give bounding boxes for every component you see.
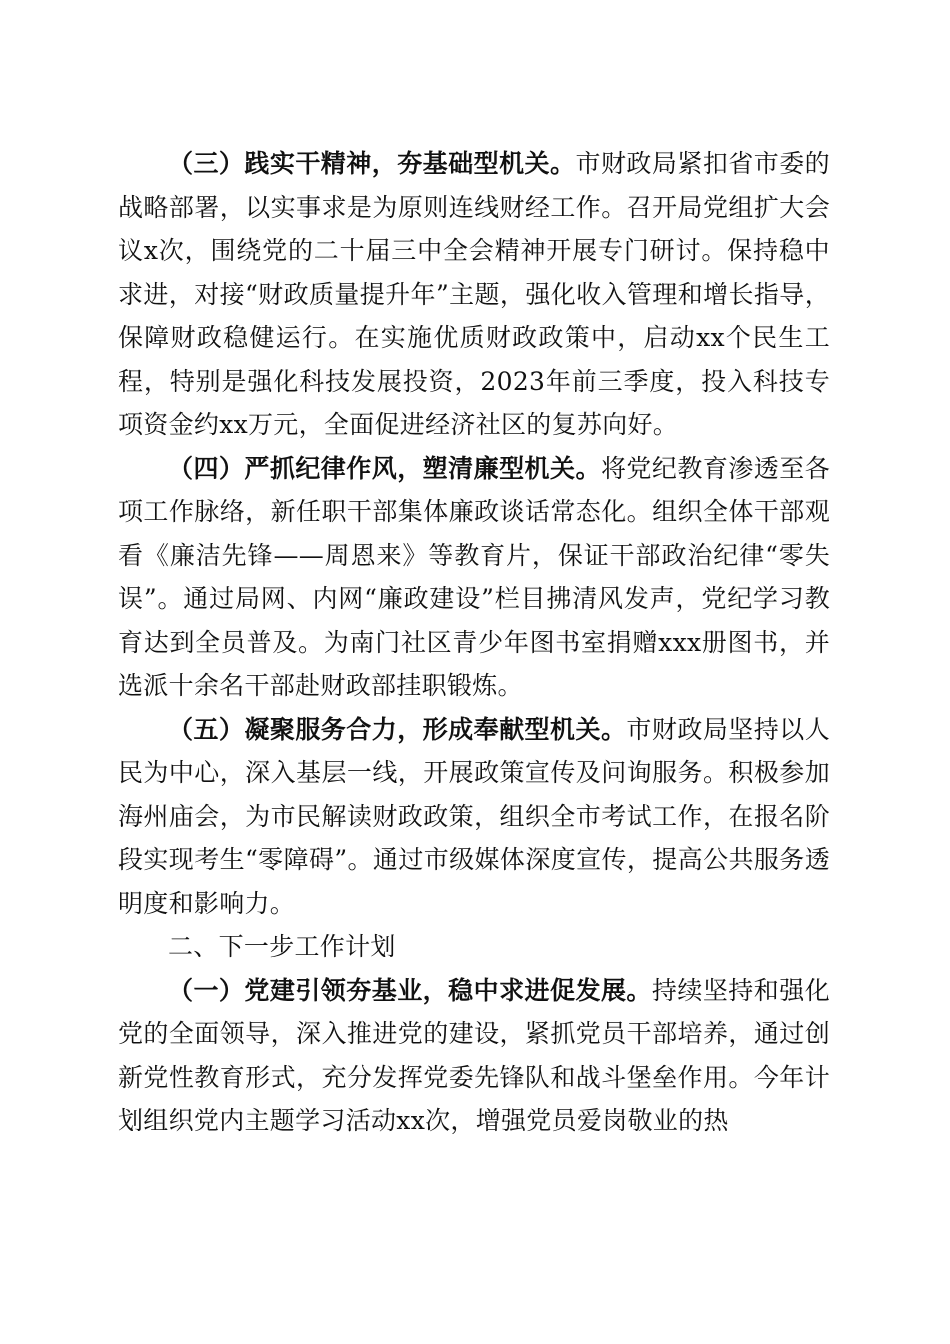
paragraph-four (118, 447, 830, 708)
paragraph-four-body: 将党纪教育渗透至各项工作脉络，新任职干部集体廉政谈话常态化。组织全体干部观看《廉洁先锋——周恩来》等教育片，保证干部政治纪律“零失误”。通过局网、内网“廉政建设”栏目拂清风发声，党纪学习教育达到全员普及。为南门社区青少年图书室捐赠xxx册图书，并选派十余名干部赴财政部挂职锻炼。 (118, 453, 830, 700)
paragraph-three-body: 市财政局紧扣省市委的战略部署，以实事求是为原则连线财经工作。召开局党组扩大会议x次，围绕党的二十届三中全会精神开展专门研讨。保持稳中求进，对接“财政质量提升年”主题，强化收入管理和增长指导，保障财政稳健运行。在实施优质财政政策中，启动xx个民生工程，特别是强化科技发展投资，2023年前三季度，投入科技专项资金约xx万元，全面促进经济社区的复苏向好。 (118, 149, 830, 439)
paragraph-five-body: 市财政局坚持以人民为中心，深入基层一线，开展政策宣传及问询服务。积极参加海州庙会，为市民解读财政政策，组织全市考试工作，在报名阶段实现考生“零障碍”。通过市级媒体深度宣传，提高公共服务透明度和影响力。 (118, 714, 830, 918)
plan-paragraph-one-body: 持续坚持和强化党的全面领导，深入推进党的建设，紧抓党员干部培养，通过创新党性教育形式，充分发挥党委先锋队和战斗堡垒作用。今年计划组织党内主题学习活动xx次，增强党员爱岗敬业的热 (118, 975, 830, 1135)
paragraph-three-lead: （三）践实干精神，夯基础型机关。 (168, 149, 576, 178)
paragraph-five (118, 708, 830, 926)
section-heading: 二、下一步工作计划 (168, 932, 396, 961)
paragraph-five-lead: （五）凝聚服务合力，形成奉献型机关。 (168, 714, 627, 744)
paragraph-four-lead: （四）严抓纪律作风，塑清廉型机关。 (168, 453, 601, 483)
document-body (118, 142, 830, 1143)
plan-paragraph-one (118, 969, 830, 1143)
plan-paragraph-one-lead: （一）党建引领夯基业，稳中求进促发展。 (168, 975, 652, 1005)
paragraph-three (118, 142, 830, 447)
